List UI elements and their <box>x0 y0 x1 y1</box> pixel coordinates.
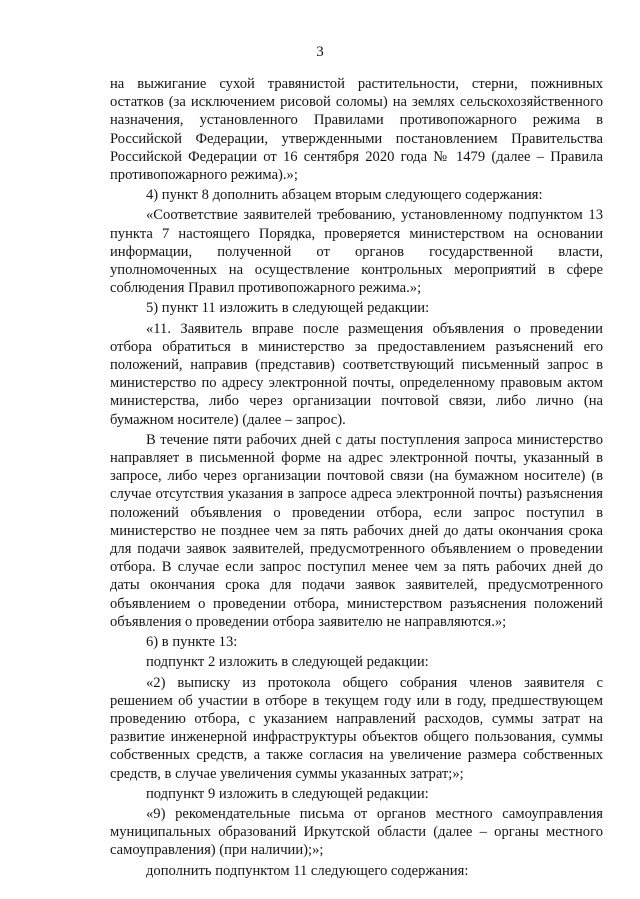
paragraph-item-6-heading: 6) в пункте 13: <box>146 634 238 651</box>
paragraph-burning-ban-continued: на выжигание сухой травянистой растительности, стерни, пожнивных остатков (за исключением рисовой соломы) на землях сельскохозяйственного назначения, установленного Правилами противопожарного режима в Российской Федерации, утвержденными постановлением Правительства Российской Федерации от 16 сентября 2020 года № 1479 (далее – Правила противопожарного режима).»; <box>110 76 603 184</box>
paragraph-subitem-2-heading: подпункт 2 изложить в следующей редакции: <box>146 654 429 671</box>
document-body <box>110 75 603 880</box>
paragraph-item-4-text: «Соответствие заявителей требованию, установленному подпунктом 13 пункта 7 настоящего Порядка, проверяется министерством на основании информации, полученной от органов государственной власти, уполномоченных на осуществление контрольных мероприятий в сфере соблюдения Правил противопожарного режима.»; <box>110 207 603 297</box>
paragraph-item-5-heading: 5) пункт 11 изложить в следующей редакции: <box>146 300 430 317</box>
paragraph-item-11-response: В течение пяти рабочих дней с даты поступления запроса министерство направляет в письменной форме на адрес электронной почты, указанный в запросе, либо через организации почтовой связи (на бумажном носителе) (в случае отсутствия указания в запросе адреса электронной почты) разъяснения положений объявления о проведении отбора, если запрос поступил в министерство не позднее чем за пять рабочих дней до даты окончания срока для подачи заявок заявителей, предусмотренного объявлением о проведении отбора. В случае если запрос поступил менее чем за пять рабочих дней до даты окончания срока для подачи заявок заявителей, предусмотренного объявлением о проведении отбора, министерством разъяснения положений объявления о проведении отбора заявителю не направляются.»; <box>110 431 603 630</box>
paragraph-item-11-text: «11. Заявитель вправе после размещения объявления о проведении отбора обратиться в министерство за предоставлением разъяснений его положений, направив (представив) соответствующий письменный запрос в министерство по адресу электронной почты, определенному правовым актом министерства, либо через организации почтовой связи, либо лично (на бумажном носителе) (далее – запрос). <box>110 320 603 428</box>
paragraph-subitem-9-text: «9) рекомендательные письма от органов местного самоуправления муниципальных образований Иркутской области (далее – органы местного самоуправления) (при наличии);»; <box>110 805 603 859</box>
paragraph-subitem-9-heading: подпункт 9 изложить в следующей редакции: <box>146 785 429 802</box>
page-number: 3 <box>316 44 324 60</box>
paragraph-item-4-heading: 4) пункт 8 дополнить абзацем вторым следующего содержания: <box>146 187 543 204</box>
paragraph-subitem-2-text: «2) выписку из протокола общего собрания членов заявителя с решением об участии в отборе в текущем году или в году, предшествующем проведению отбора, с указанием направлений расходов, суммы затрат на развитие инженерной инфраструктуры объектов общего пользования, суммы собственных средств, а также согласия на увеличение размера собственных средств, в случае увеличения суммы указанных затрат;»; <box>110 674 603 782</box>
paragraph-subitem-11-heading: дополнить подпунктом 11 следующего содержания: <box>146 862 469 879</box>
